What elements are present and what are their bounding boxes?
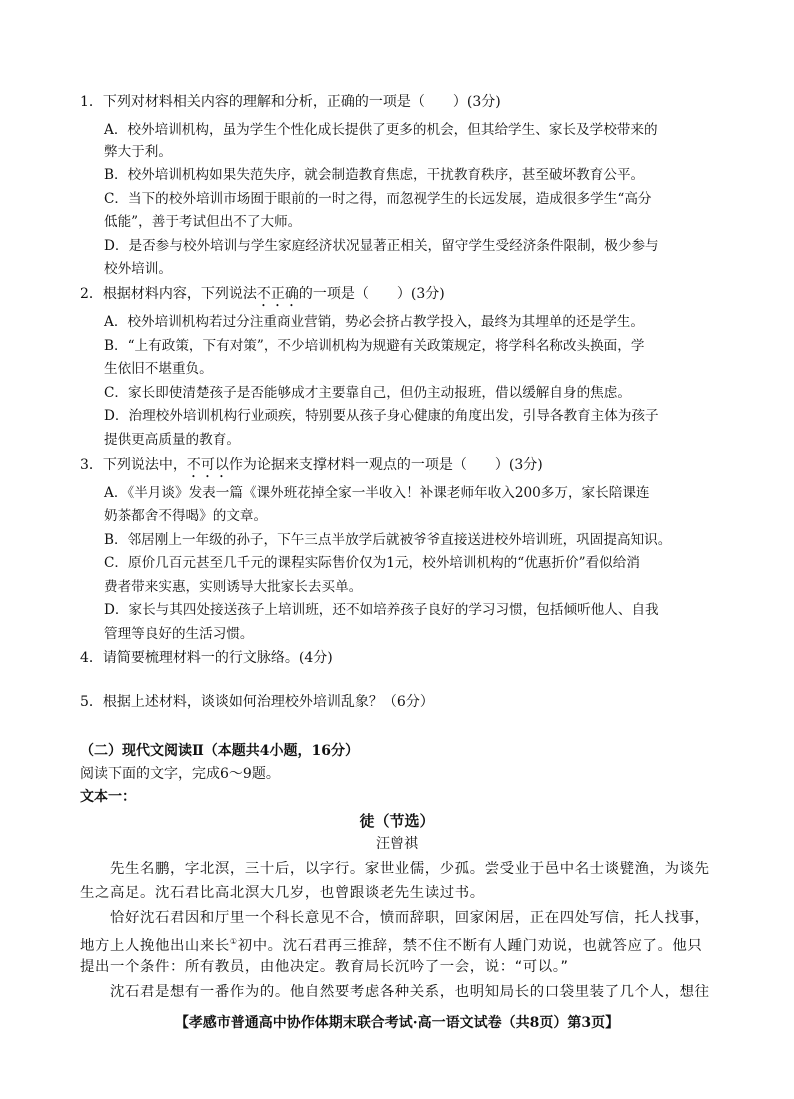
q2-option-d: D．治理校外培训机构行业顽疾，特别要从孩子身心健康的角度出发，引导各教育主体为孩子 <box>104 408 659 424</box>
q1-option-d: D．是否参与校外培训与学生家庭经济状况显著正相关，留守学生受经济条件限制，极少参与 <box>104 238 659 254</box>
q1-stem: 1．下列对材料相关内容的理解和分析，正确的一项是（ ）(3分) <box>80 94 501 110</box>
q3-stem-post: 作为论据来支撑材料一观点的一项是（ ）(3分) <box>228 457 543 473</box>
text-one-label: 文本一： <box>80 789 136 805</box>
q2-option-a: A．校外培训机构若过分注重商业营销，势必会挤占教学投入，最终为其埋单的还是学生。 <box>104 314 644 330</box>
passage-p2-line1: 恰好沈石君因和厅里一个科长意见不合，愤而辞职，回家闲居，正在四处写信，托人找事， <box>80 910 710 926</box>
q2-option-c: C．家长即使清楚孩子是否能够成才主要靠自己，但仍主动报班，借以缓解自身的焦虑。 <box>104 385 631 401</box>
q2-option-b: B．“上有政策，下有对策”，不少培训机构为规避有关政策规定，将学科名称改头换面，学 <box>104 338 645 354</box>
q3-option-d: D．家长与其四处接送孩子上培训班，还不如培养孩子良好的学习习惯，包括倾听他人、自我 <box>104 602 659 618</box>
passage-p1-line2: 生之高足。沈石君比高北溟大几岁，也曾跟谈老先生读过书。 <box>80 885 485 901</box>
passage-p1-line1: 先生名鹏，字北溟，三十后，以字行。家世业儒，少孤。尝受业于邑中名士谈甓渔，为谈先 <box>80 861 710 877</box>
passage-p3-line1: 沈石君是想有一番作为的。他自然要考虑各种关系，也明知局长的口袋里装了几个人，想往 <box>80 984 710 1000</box>
q3-stem-pre: 3．下列说法中， <box>80 457 187 473</box>
q3-stem-negation: 不可以 <box>186 457 229 473</box>
passage-p2-line3: 提出一个条件：所有教员，由他决定。教育局长沉吟了一会，说：“可以。” <box>80 959 569 975</box>
q1-option-c-cont: 低能”，善于考试但出不了大师。 <box>104 214 302 230</box>
q1-option-a-cont: 弊大于利。 <box>104 144 172 160</box>
passage-p2-line2-pre: 地方上人挽他出山来长 <box>80 937 230 954</box>
section2-instruction: 阅读下面的文字，完成6～9题。 <box>80 766 280 782</box>
q2-stem-post: 的一项是（ ）(3分) <box>298 286 445 302</box>
footnote-marker: ① <box>229 937 238 946</box>
passage-p2-line2 <box>80 932 702 956</box>
passage-p2-line2-post: 初中。沈石君再三推辞，禁不住不断有人踵门劝说，也就答应了。他只 <box>237 937 703 954</box>
q3-option-c: C．原价几百元甚至几千元的课程实际售价仅为1元，校外培训机构的“优惠折价”看似给消 <box>104 555 640 571</box>
page-footer: 【孝感市普通高中协作体期末联合考试·高一语文试卷（共8页）第3页】 <box>174 1015 620 1031</box>
q1-option-c: C．当下的校外培训市场囿于眼前的一时之得，而忽视学生的长远发展，造成很多学生“高分 <box>104 191 652 207</box>
q4-stem: 4．请简要梳理材料一的行文脉络。(4分) <box>80 650 333 666</box>
q2-option-d-cont: 提供更高质量的教育。 <box>104 432 240 448</box>
q1-option-a: A．校外培训机构，虽为学生个性化成长提供了更多的机会，但其给学生、家长及学校带来的 <box>104 122 658 138</box>
q3-option-d-cont: 管理等良好的生活习惯。 <box>104 626 254 642</box>
section2-heading: （二）现代文阅读Ⅱ（本题共4小题，16分） <box>80 743 360 759</box>
q1-option-d-cont: 校外培训。 <box>104 261 172 277</box>
q3-option-c-cont: 费者带来实惠，实则诱导大批家长去买单。 <box>104 579 363 595</box>
q2-stem-negation: 不正确 <box>256 286 299 302</box>
q5-stem: 5．根据上述材料，谈谈如何治理校外培训乱象？（6分） <box>80 694 434 710</box>
q1-option-b: B．校外培训机构如果失范失序，就会制造教育焦虑，干扰教育秩序，甚至破坏教育公平。 <box>104 167 645 183</box>
q2-stem-pre: 2．根据材料内容，下列说法 <box>80 286 257 302</box>
passage-title: 徒（节选） <box>359 812 435 830</box>
q3-option-a-cont: 奶茶都舍不得喝》的文章。 <box>104 508 268 524</box>
q3-option-a: A．《半月谈》发表一篇《课外班花掉全家一半收入！补课老师年收入200多万，家长陪课连 <box>104 485 650 501</box>
q2-stem <box>80 284 445 310</box>
q3-stem <box>80 455 543 481</box>
q3-option-b: B．邻居刚上一年级的孙子，下午三点半放学后就被爷爷直接送进校外培训班，巩固提高知识。 <box>104 532 672 548</box>
q2-option-b-cont: 生依旧不堪重负。 <box>104 361 213 377</box>
passage-author: 汪曾祺 <box>376 836 418 852</box>
